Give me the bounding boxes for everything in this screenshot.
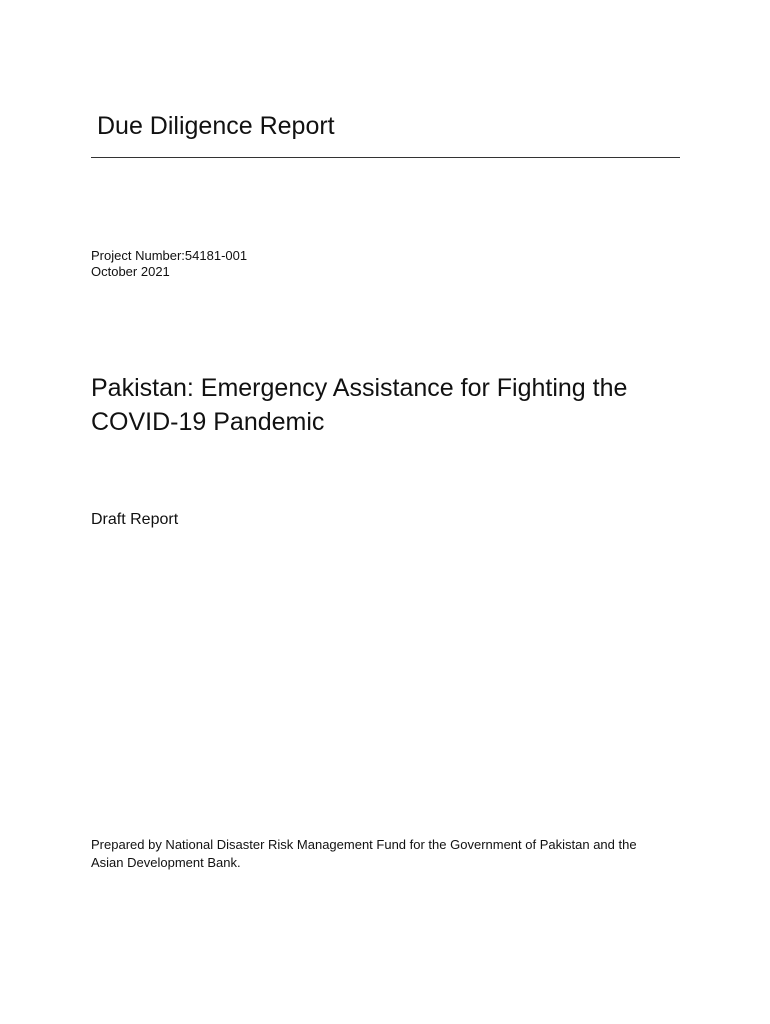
project-number: Project Number:54181-001 bbox=[91, 248, 248, 263]
report-date: October 2021 bbox=[91, 264, 170, 279]
heading-divider bbox=[91, 157, 680, 158]
prepared-by-statement bbox=[91, 836, 691, 872]
document-title-line-1: Pakistan: Emergency Assistance for Fighting the bbox=[91, 374, 628, 402]
report-type-heading: Due Diligence Report bbox=[97, 112, 335, 140]
prepared-by-line-1: Prepared by National Disaster Risk Management Fund for the Government of Pakistan and the bbox=[91, 837, 637, 852]
prepared-by-line-2: Asian Development Bank. bbox=[91, 855, 241, 870]
project-meta bbox=[91, 248, 247, 280]
document-title bbox=[91, 371, 691, 439]
document-title-line-2: COVID-19 Pandemic bbox=[91, 408, 325, 436]
report-status: Draft Report bbox=[91, 511, 179, 528]
